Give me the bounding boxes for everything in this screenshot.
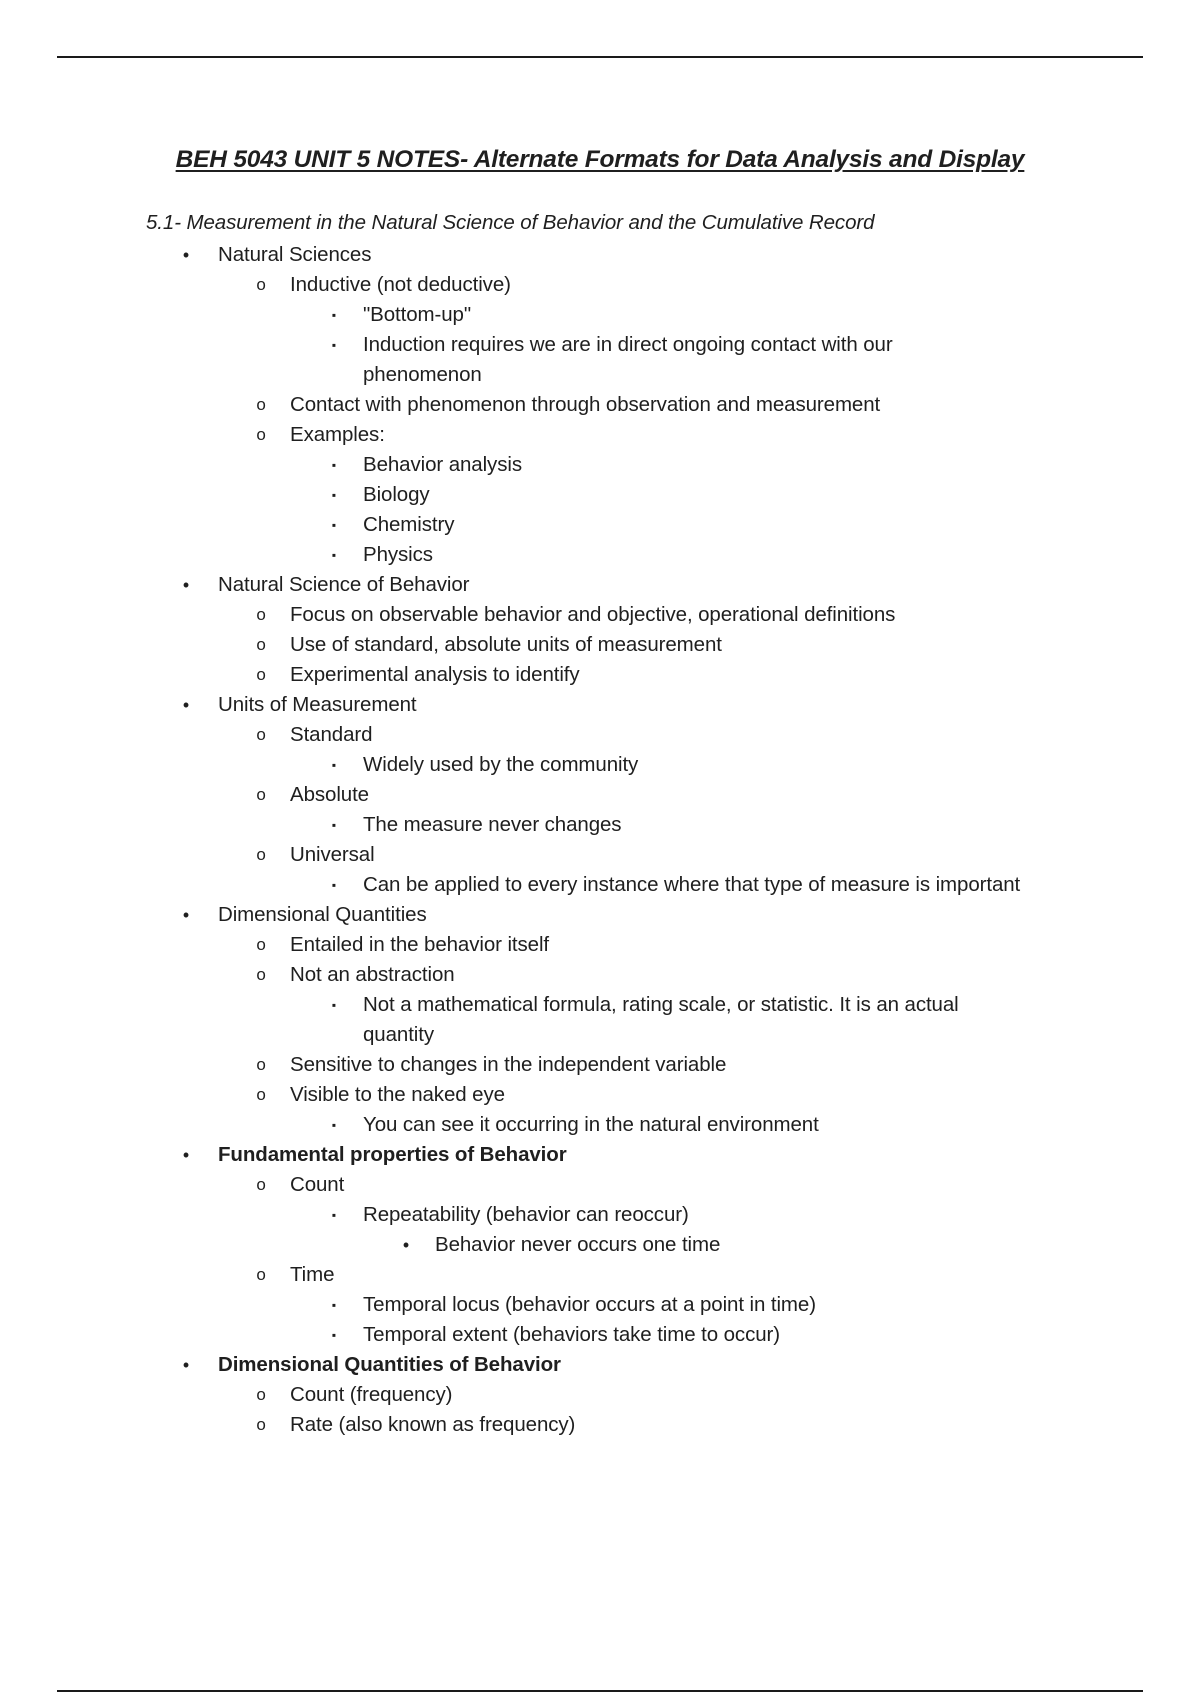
list-item: o Standard — [0, 720, 1200, 750]
list-item: ▪ The measure never changes — [0, 810, 1200, 840]
hollow-bullet-icon: o — [256, 725, 266, 744]
list-item: • Natural Science of Behavior — [0, 570, 1200, 600]
hollow-bullet-icon: o — [256, 935, 266, 954]
list-item: • Dimensional Quantities of Behavior — [0, 1350, 1200, 1380]
square-bullet-icon: ▪ — [331, 1208, 337, 1222]
list-item: ▪ Repeatability (behavior can reoccur) — [0, 1200, 1200, 1230]
hollow-bullet-icon: o — [256, 275, 266, 294]
hollow-bullet-icon: o — [256, 845, 266, 864]
square-bullet-icon: ▪ — [331, 878, 337, 892]
square-bullet-icon: ▪ — [331, 518, 337, 532]
square-bullet-icon: ▪ — [331, 308, 337, 322]
list-item: o Experimental analysis to identify — [0, 660, 1200, 690]
list-item: ▪ Temporal extent (behaviors take time to occur) — [0, 1320, 1200, 1350]
bullet-icon: • — [182, 1145, 190, 1165]
list-item: ▪ Temporal locus (behavior occurs at a point in time) — [0, 1290, 1200, 1320]
list-item: ▪ Not a mathematical formula, rating scale, or statistic. It is an actual quantity — [0, 990, 1200, 1050]
hollow-bullet-icon: o — [256, 1175, 266, 1194]
list-item: • Units of Measurement — [0, 690, 1200, 720]
bullet-icon: • — [402, 1235, 410, 1255]
list-item: ▪ Widely used by the community — [0, 750, 1200, 780]
list-item: • Natural Sciences — [0, 240, 1200, 270]
list-item: o Time — [0, 1260, 1200, 1290]
list-item: o Count (frequency) — [0, 1380, 1200, 1410]
hollow-bullet-icon: o — [256, 785, 266, 804]
notes-outline — [0, 240, 1200, 1440]
square-bullet-icon: ▪ — [331, 458, 337, 472]
list-item: ▪ Behavior analysis — [0, 450, 1200, 480]
hollow-bullet-icon: o — [256, 965, 266, 984]
bullet-icon: • — [182, 575, 190, 595]
list-item: o Focus on observable behavior and objective, operational definitions — [0, 600, 1200, 630]
list-item: o Entailed in the behavior itself — [0, 930, 1200, 960]
square-bullet-icon: ▪ — [331, 1298, 337, 1312]
bullet-icon: • — [182, 1355, 190, 1375]
hollow-bullet-icon: o — [256, 425, 266, 444]
list-item: o Sensitive to changes in the independent variable — [0, 1050, 1200, 1080]
hollow-bullet-icon: o — [256, 395, 266, 414]
square-bullet-icon: ▪ — [331, 488, 337, 502]
bullet-icon: • — [182, 905, 190, 925]
list-item: ▪ You can see it occurring in the natural environment — [0, 1110, 1200, 1140]
square-bullet-icon: ▪ — [331, 548, 337, 562]
hollow-bullet-icon: o — [256, 1415, 266, 1434]
list-item: • Fundamental properties of Behavior — [0, 1140, 1200, 1170]
footer-rule — [57, 1690, 1143, 1692]
list-item: o Inductive (not deductive) — [0, 270, 1200, 300]
hollow-bullet-icon: o — [256, 1265, 266, 1284]
hollow-bullet-icon: o — [256, 665, 266, 684]
list-item: o Count — [0, 1170, 1200, 1200]
square-bullet-icon: ▪ — [331, 1328, 337, 1342]
section-heading: 5.1- Measurement in the Natural Science of Behavior and the Cumulative Record — [146, 211, 875, 234]
square-bullet-icon: ▪ — [331, 758, 337, 772]
hollow-bullet-icon: o — [256, 1385, 266, 1404]
square-bullet-icon: ▪ — [331, 818, 337, 832]
header-rule — [57, 56, 1143, 58]
list-item: ▪ "Bottom-up" — [0, 300, 1200, 330]
list-item: o Contact with phenomenon through observation and measurement — [0, 390, 1200, 420]
hollow-bullet-icon: o — [256, 1085, 266, 1104]
list-item: o Universal — [0, 840, 1200, 870]
list-item: ▪ Induction requires we are in direct ongoing contact with our phenomenon — [0, 330, 1200, 390]
list-item: o Use of standard, absolute units of measurement — [0, 630, 1200, 660]
list-item: • Dimensional Quantities — [0, 900, 1200, 930]
bullet-icon: • — [182, 695, 190, 715]
document-title: BEH 5043 UNIT 5 NOTES- Alternate Formats for Data Analysis and Display — [175, 146, 1025, 173]
bullet-icon: • — [182, 245, 190, 265]
list-item: o Absolute — [0, 780, 1200, 810]
list-item: • Behavior never occurs one time — [0, 1230, 1200, 1260]
hollow-bullet-icon: o — [256, 635, 266, 654]
square-bullet-icon: ▪ — [331, 338, 337, 352]
hollow-bullet-icon: o — [256, 605, 266, 624]
list-item: o Rate (also known as frequency) — [0, 1410, 1200, 1440]
list-item: o Visible to the naked eye — [0, 1080, 1200, 1110]
square-bullet-icon: ▪ — [331, 1118, 337, 1132]
hollow-bullet-icon: o — [256, 1055, 266, 1074]
square-bullet-icon: ▪ — [331, 998, 337, 1012]
list-item: ▪ Chemistry — [0, 510, 1200, 540]
list-item: o Not an abstraction — [0, 960, 1200, 990]
list-item: ▪ Physics — [0, 540, 1200, 570]
list-item: o Examples: — [0, 420, 1200, 450]
list-item: ▪ Can be applied to every instance where that type of measure is important — [0, 870, 1200, 900]
list-item: ▪ Biology — [0, 480, 1200, 510]
